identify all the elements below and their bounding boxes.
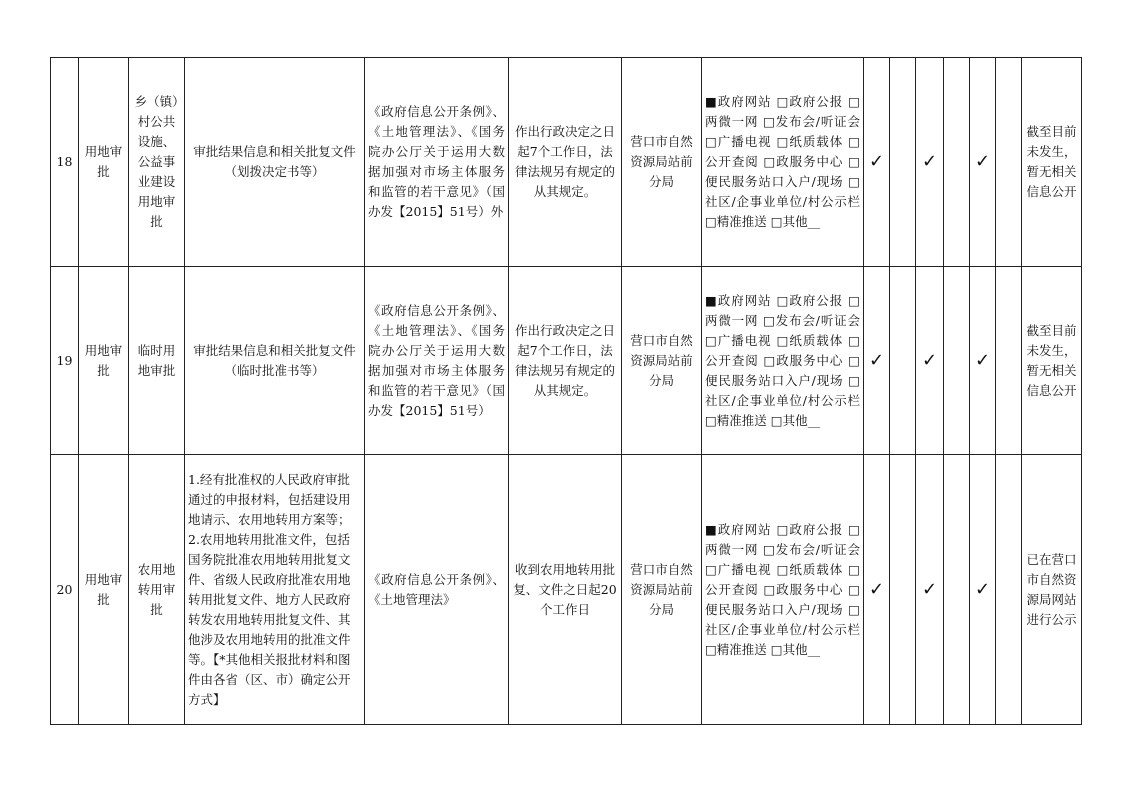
channels-cell: ■政府网站 □政府公报 □两微一网 □发布会/听证会 □广播电视 □纸质载体 □公开查阅 □政服务中心 □便民服务站口入户/现场 □社区/企事业单位/村公示栏 □精准推送 □其他__ bbox=[702, 455, 864, 725]
row-number: 19 bbox=[51, 267, 79, 455]
check-mark bbox=[944, 267, 970, 455]
check-mark: ✓ bbox=[970, 267, 996, 455]
timeline-cell: 收到农用地转用批复、文件之日起20个工作日 bbox=[509, 455, 622, 725]
check-mark: ✓ bbox=[970, 455, 996, 725]
check-mark: ✓ bbox=[916, 455, 944, 725]
subject-cell: 营口市自然资源局站前分局 bbox=[622, 267, 702, 455]
table-row bbox=[51, 58, 1082, 267]
timeline-cell: 作出行政决定之日起7个工作日，法律法规另有规定的从其规定。 bbox=[509, 267, 622, 455]
channels-cell: ■政府网站 □政府公报 □两微一网 □发布会/听证会 □广播电视 □纸质载体 □公开查阅 □政服务中心 □便民服务站口入户/现场 □社区/企事业单位/村公示栏 □精准推送 □其他__ bbox=[702, 58, 864, 267]
basis-cell: 《政府信息公开条例》、《土地管理法》 bbox=[365, 455, 509, 725]
table-row bbox=[51, 455, 1082, 725]
content-cell: 审批结果信息和相关批复文件（划拨决定书等） bbox=[185, 58, 365, 267]
check-mark bbox=[996, 455, 1022, 725]
basis-cell: 《政府信息公开条例》、《土地管理法》、《国务院办公厅关于运用大数据加强对市场主体服务和监管的若干意见》（国办发【2015】51号）外 bbox=[365, 58, 509, 267]
remark-cell: 截至目前未发生，暂无相关信息公开 bbox=[1022, 267, 1082, 455]
subject-cell: 营口市自然资源局站前分局 bbox=[622, 455, 702, 725]
row-number: 20 bbox=[51, 455, 79, 725]
remark-cell: 已在营口市自然资源局网站进行公示 bbox=[1022, 455, 1082, 725]
table-row bbox=[51, 267, 1082, 455]
remark-cell: 截至目前未发生，暂无相关信息公开 bbox=[1022, 58, 1082, 267]
check-mark: ✓ bbox=[864, 267, 890, 455]
content-cell: 审批结果信息和相关批复文件（临时批准书等） bbox=[185, 267, 365, 455]
subject-cell: 营口市自然资源局站前分局 bbox=[622, 58, 702, 267]
item-cell: 临时用地审批 bbox=[129, 267, 185, 455]
check-mark: ✓ bbox=[864, 455, 890, 725]
check-mark bbox=[890, 58, 916, 267]
content-cell: 1.经有批准权的人民政府审批通过的申报材料，包括建设用地请示、农用地转用方案等；2.农用地转用批准文件，包括国务院批准农用地转用批复文件、省级人民政府批准农用地转用批复文件、地方人民政府转发农用地转用批复文件、其他涉及农用地转用的批准文件等。【*其他相关报批材料和图件由各省（区、市）确定公开方式】 bbox=[185, 455, 365, 725]
check-mark bbox=[996, 58, 1022, 267]
check-mark bbox=[890, 267, 916, 455]
item-cell: 农用地转用审批 bbox=[129, 455, 185, 725]
category-cell: 用地审批 bbox=[79, 267, 129, 455]
timeline-cell: 作出行政决定之日起7个工作日，法律法规另有规定的从其规定。 bbox=[509, 58, 622, 267]
check-mark: ✓ bbox=[864, 58, 890, 267]
check-mark bbox=[890, 455, 916, 725]
category-cell: 用地审批 bbox=[79, 455, 129, 725]
check-mark: ✓ bbox=[916, 267, 944, 455]
row-number: 18 bbox=[51, 58, 79, 267]
check-mark: ✓ bbox=[916, 58, 944, 267]
basis-cell: 《政府信息公开条例》、《土地管理法》、《国务院办公厅关于运用大数据加强对市场主体服务和监管的若干意见》（国办发【2015】51号） bbox=[365, 267, 509, 455]
check-mark bbox=[944, 58, 970, 267]
check-mark: ✓ bbox=[970, 58, 996, 267]
channels-cell: ■政府网站 □政府公报 □两微一网 □发布会/听证会 □广播电视 □纸质载体 □公开查阅 □政服务中心 □便民服务站口入户/现场 □社区/企事业单位/村公示栏 □精准推送 □其他__ bbox=[702, 267, 864, 455]
category-cell: 用地审批 bbox=[79, 58, 129, 267]
check-mark bbox=[944, 455, 970, 725]
disclosure-table bbox=[50, 57, 1082, 725]
check-mark bbox=[996, 267, 1022, 455]
item-cell: 乡（镇）村公共设施、公益事业建设用地审批 bbox=[129, 58, 185, 267]
